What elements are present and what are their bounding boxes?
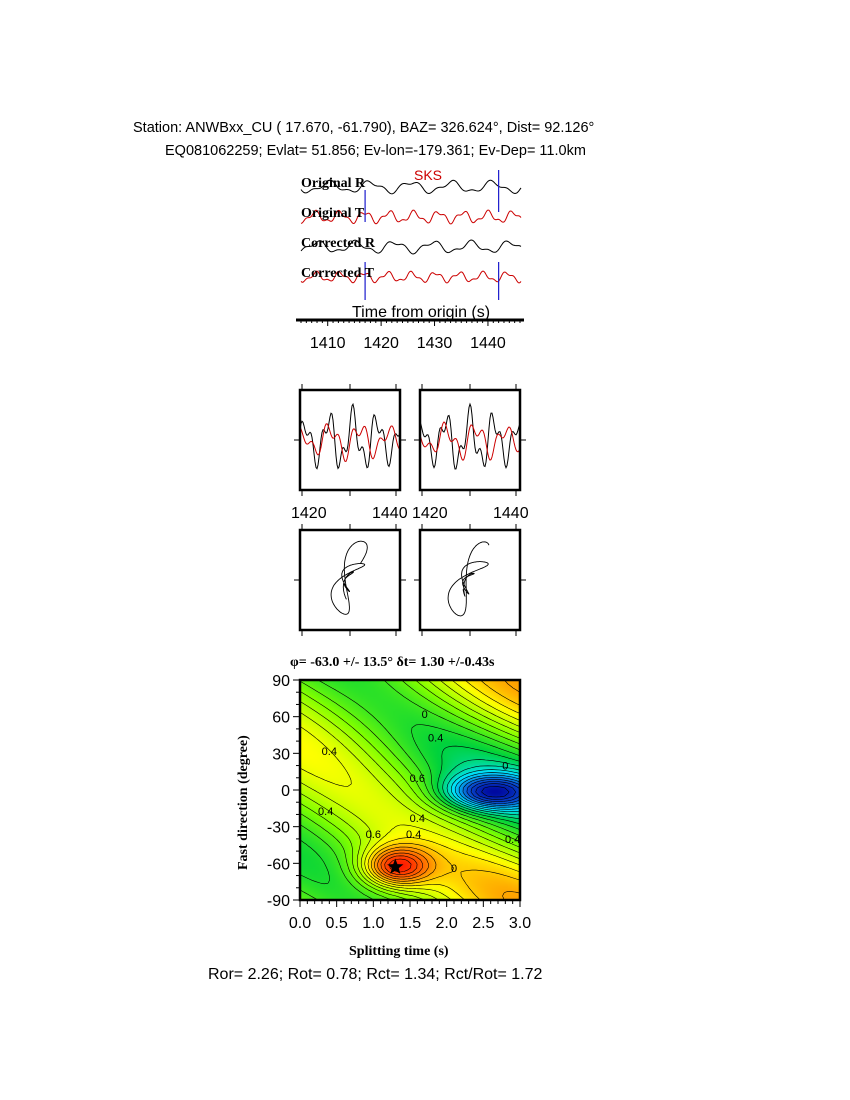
- heatmap-x-tick-labels: [289, 915, 531, 932]
- traces-panel: [296, 167, 524, 352]
- waveform-lines-corrected: [420, 404, 520, 469]
- heatmap-ytick-label: -30: [266, 819, 290, 837]
- particle-frame-corrected: [420, 530, 520, 630]
- heatmap-ylabel: Fast direction (degree): [236, 735, 251, 870]
- contour-label: 0.4: [428, 732, 444, 745]
- waveform-ticks-corrected: [414, 384, 526, 496]
- phase-label-sks: SKS: [414, 167, 443, 183]
- particle-frame-original: [300, 530, 400, 630]
- particle-motion-panel-original: [294, 524, 406, 636]
- trace-xtick-label: 1410: [309, 335, 346, 352]
- particle-motion-original: [331, 541, 367, 614]
- heatmap-xtick-label: 2.5: [472, 915, 495, 932]
- waveform-radial: [300, 404, 400, 469]
- waveform-xtick-label-1440-left: 1440: [372, 505, 408, 522]
- contour-label: 0.4: [318, 805, 334, 818]
- trace-xtick-label: 1420: [363, 335, 399, 352]
- waveform-panel-corrected: [414, 384, 526, 496]
- trace-xtick-label: 1440: [470, 335, 506, 352]
- heatmap-xtick-label: 1.5: [398, 915, 422, 932]
- contour-label: 0: [421, 709, 428, 722]
- contour-label: 0: [502, 760, 509, 773]
- trace-xtick-label: 1430: [416, 335, 453, 352]
- heatmap-xtick-label: 0.0: [288, 915, 312, 932]
- contour-label: 0.4: [406, 829, 422, 841]
- particle-path: [331, 541, 367, 614]
- heatmap-ytick-label: -60: [266, 856, 290, 874]
- contour-label: 0.4: [321, 745, 337, 758]
- heatmap-xtick-label: 0.5: [325, 915, 348, 932]
- heatmap-xtick-label: 2.0: [435, 915, 458, 932]
- heatmap-xlabel: Splitting time (s): [349, 944, 449, 959]
- heatmap-ytick-label: 30: [272, 746, 290, 764]
- heatmap-xtick-label: 3.0: [508, 915, 532, 932]
- header-line-1: Station: ANWBxx_CU ( 17.670, -61.790), BAZ= 326.624°, Dist= 92.126°: [133, 120, 595, 136]
- heatmap-y-tick-labels: [267, 673, 290, 910]
- grid-search-heatmap: [267, 673, 531, 932]
- contour-label: 0.6: [409, 772, 425, 785]
- particle-path: [448, 542, 489, 616]
- contour-label: 0.4: [409, 813, 425, 826]
- heatmap-ytick-label: -90: [266, 893, 290, 910]
- contour-label: 0.4: [505, 833, 521, 846]
- trace-label-original-r: Original R: [301, 176, 366, 191]
- particle-ticks-original: [294, 524, 406, 636]
- particle-ticks-corrected: [414, 524, 526, 636]
- waveform-xtick-label-1440-right: 1440: [493, 505, 529, 522]
- contour-label: 0: [450, 863, 458, 876]
- heatmap-ytick-label: 60: [272, 709, 290, 727]
- contour-label: 0.6: [365, 829, 381, 841]
- particle-motion-corrected: [448, 542, 489, 616]
- trace-label-corrected-r: Corrected R: [301, 236, 375, 251]
- trace-xlabel: Time from origin (s): [352, 304, 491, 321]
- grid-search-title: φ= -63.0 +/- 13.5° δt= 1.30 +/-0.43s: [290, 655, 495, 670]
- waveform-panel-original: [294, 384, 406, 496]
- particle-motion-panel-corrected: [414, 524, 526, 636]
- trace-label-corrected-t: Corrected T: [301, 266, 374, 281]
- trace-x-tick-labels: [310, 335, 506, 352]
- heatmap-ytick-label: 90: [272, 673, 290, 690]
- waveform-xtick-label-1420-left: 1420: [291, 505, 327, 522]
- heatmap-ytick-label: 0: [281, 783, 290, 800]
- waveform-lines-original: [300, 404, 400, 469]
- waveform-radial: [420, 404, 520, 469]
- footer-ratios: Ror= 2.26; Rot= 0.78; Rct= 1.34; Rct/Rot= 1.72: [208, 966, 543, 983]
- waveform-transverse: [420, 422, 520, 460]
- header-line-2: EQ081062259; Evlat= 51.856; Ev-lon=-179.361; Ev-Dep= 11.0km: [165, 143, 586, 159]
- heatmap-xtick-label: 1.0: [362, 915, 385, 932]
- trace-label-original-t: Original T: [301, 206, 365, 221]
- waveform-xtick-label-1420-right: 1420: [412, 505, 448, 522]
